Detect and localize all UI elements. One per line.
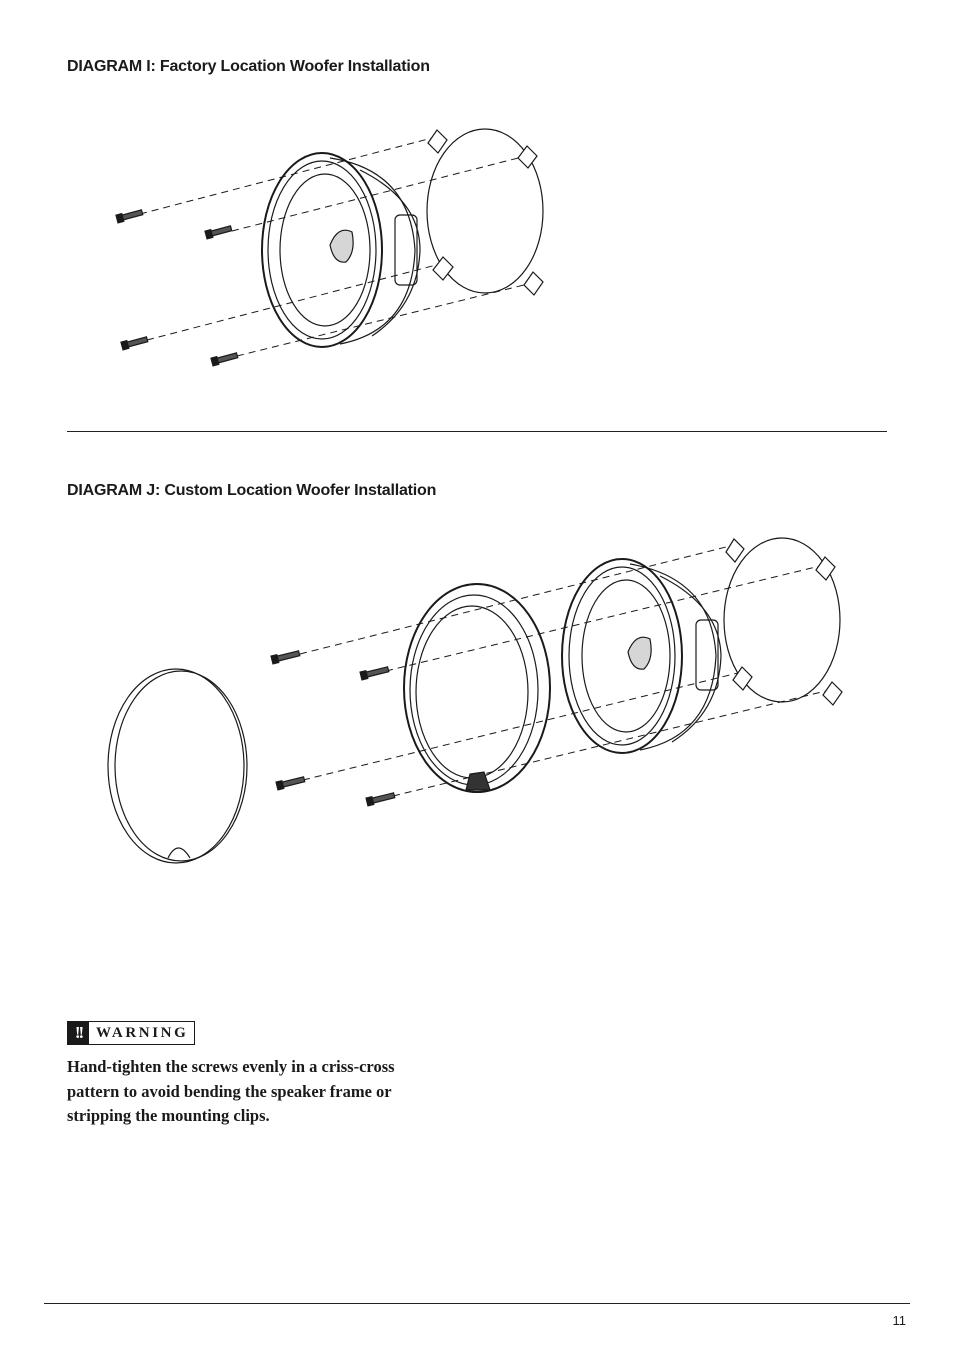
screw-group bbox=[271, 649, 395, 806]
diagram-j-heading: DIAGRAM J: Custom Location Woofer Installation bbox=[67, 482, 437, 499]
mounting-plate bbox=[724, 538, 842, 705]
warning-label: WARNING bbox=[96, 1024, 189, 1041]
footer-divider bbox=[44, 1303, 910, 1304]
diagram-i-heading: DIAGRAM I: Factory Location Woofer Installation bbox=[67, 58, 430, 75]
page-number: 11 bbox=[892, 1313, 906, 1328]
warning-icon: !! bbox=[68, 1022, 89, 1044]
warning-badge bbox=[67, 1021, 195, 1045]
warning-text: Hand-tighten the screws evenly in a criss-cross pattern to avoid bending the speaker frame or stripping the mounting clips. bbox=[67, 1057, 395, 1125]
woofer bbox=[562, 559, 721, 753]
grille-cover bbox=[108, 669, 247, 863]
mounting-ring bbox=[404, 584, 550, 792]
